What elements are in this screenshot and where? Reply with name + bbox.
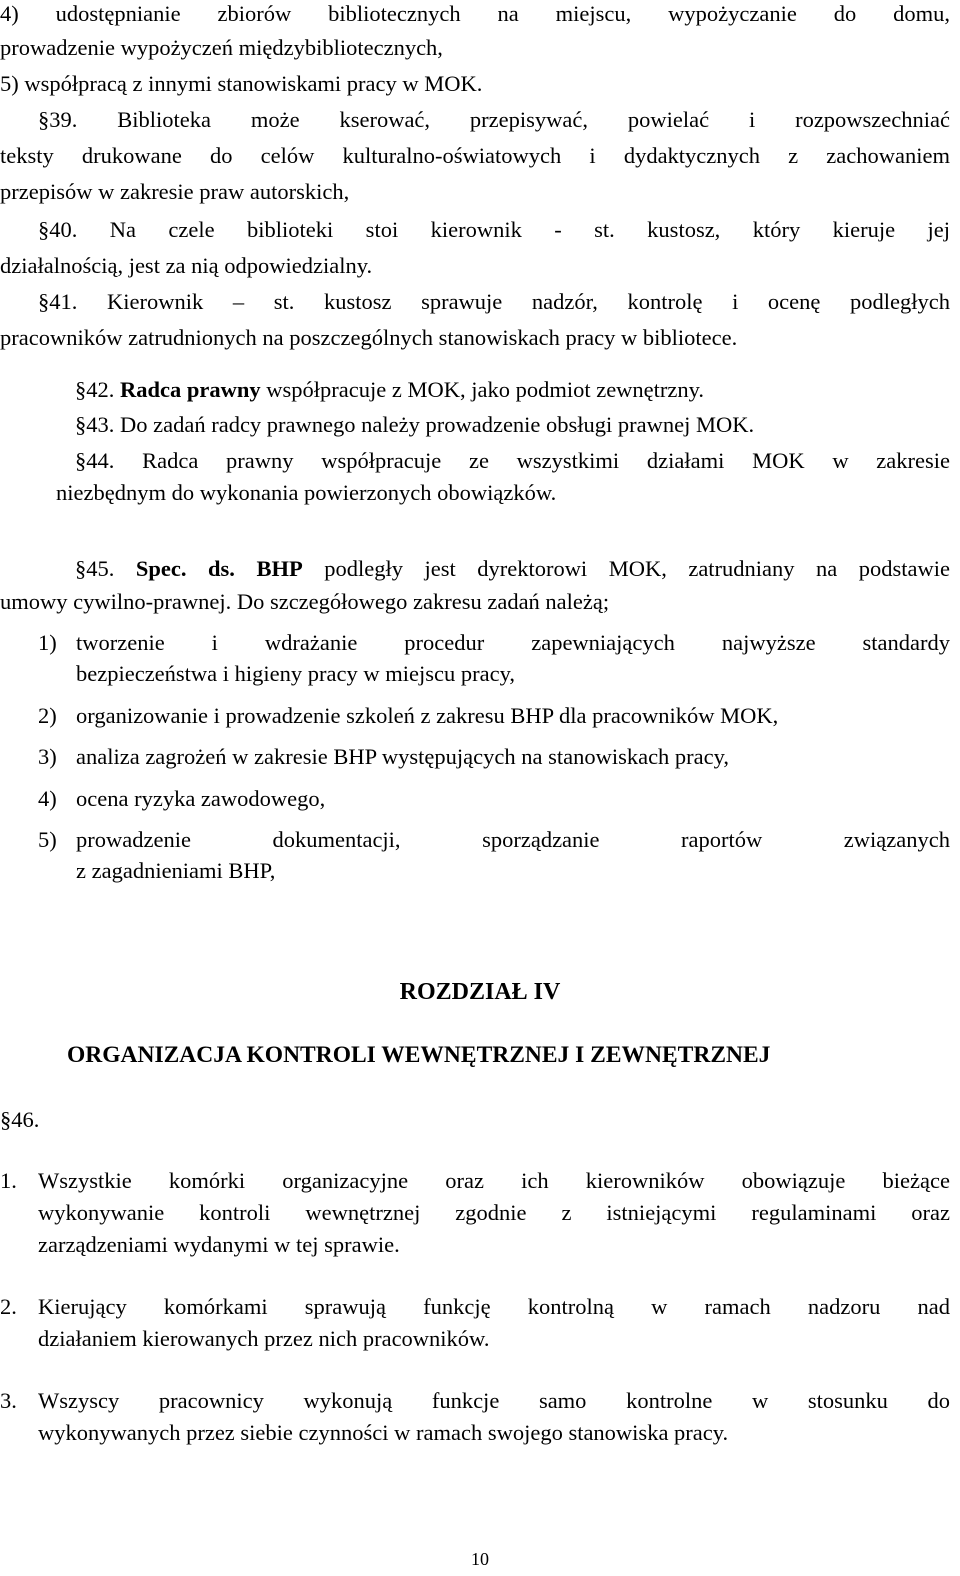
- paragraph-46-heading: §46.: [0, 1107, 40, 1132]
- bold-term: Radca prawny: [120, 377, 261, 402]
- list-item: bezpieczeństwa i higieny pracy w miejscu pracy,: [76, 661, 515, 686]
- paragraph-45: [75, 555, 950, 583]
- text-line: przepisów w zakresie praw autorskich,: [0, 179, 350, 204]
- list-item-number: 2): [38, 703, 57, 728]
- paragraph-43: §43. Do zadań radcy prawnego należy prowadzenie obsługi prawnej MOK.: [75, 412, 755, 437]
- paragraph-text: współpracuje z MOK, jako podmiot zewnętrzny.: [266, 377, 705, 402]
- page-number: 10: [471, 1549, 489, 1569]
- text-line: 5) współpracą z innymi stanowiskami pracy w MOK.: [0, 71, 483, 96]
- bold-term: BHP: [256, 556, 303, 581]
- list-item-number: 2.: [0, 1294, 17, 1319]
- text-line: umowy cywilno-prawnej. Do szczegółowego zakresu zadań należą;: [0, 589, 610, 614]
- paragraph-42: [75, 376, 704, 404]
- list-item-number: 5): [38, 827, 57, 852]
- paragraph-number: §45.: [75, 556, 115, 581]
- text-line: pracowników zatrudnionych na poszczególnych stanowiskach pracy w bibliotece.: [0, 325, 738, 350]
- list-item: zarządzeniami wydanymi w tej sprawie.: [38, 1232, 400, 1257]
- paragraph-40: §40. Na czele biblioteki stoi kierownik - st. kustosz, który kieruje jej: [38, 217, 950, 242]
- list-item: prowadzenie dokumentacji, sporządzanie raportów związanych: [76, 827, 950, 852]
- list-item: z zagadnieniami BHP,: [76, 858, 276, 883]
- chapter-number: ROZDZIAŁ IV: [399, 979, 561, 1005]
- list-item: wykonywanie kontroli wewnętrznej zgodnie z istniejącymi regulaminami oraz: [38, 1200, 950, 1225]
- bold-term: Spec. ds.: [135, 556, 235, 581]
- list-item: wykonywanych przez siebie czynności w ramach swojego stanowiska pracy.: [38, 1420, 729, 1445]
- paragraph-number: §42.: [75, 377, 115, 402]
- chapter-title: ORGANIZACJA KONTROLI WEWNĘTRZNEJ I ZEWNĘTRZNEJ: [67, 1042, 771, 1068]
- text-line: niezbędnym do wykonania powierzonych obowiązków.: [56, 480, 557, 505]
- list-item: Kierujący komórkami sprawują funkcję kontrolną w ramach nadzoru nad: [38, 1294, 950, 1319]
- paragraph-44: §44. Radca prawny współpracuje ze wszystkimi działami MOK w zakresie: [75, 448, 950, 473]
- paragraph-41: §41. Kierownik – st. kustosz sprawuje nadzór, kontrolę i ocenę podległych: [38, 289, 950, 314]
- list-item-number: 1.: [0, 1168, 17, 1193]
- list-item: Wszystkie komórki organizacyjne oraz ich kierowników obowiązuje bieżące: [38, 1168, 950, 1193]
- list-item-number: 3): [38, 744, 57, 769]
- text-line: 4) udostępnianie zbiorów bibliotecznych na miejscu, wypożyczanie do domu,: [0, 1, 950, 26]
- list-item: tworzenie i wdrażanie procedur zapewniających najwyższe standardy: [76, 630, 950, 655]
- list-item: Wszyscy pracownicy wykonują funkcje samo kontrolne w stosunku do: [38, 1388, 950, 1413]
- list-item-number: 1): [38, 630, 57, 655]
- list-item: organizowanie i prowadzenie szkoleń z zakresu BHP dla pracowników MOK,: [76, 703, 779, 728]
- list-item-number: 4): [38, 786, 57, 811]
- list-item: ocena ryzyka zawodowego,: [76, 786, 326, 811]
- list-item-number: 3.: [0, 1388, 17, 1413]
- text-line: teksty drukowane do celów kulturalno-oświatowych i dydaktycznych z zachowaniem: [0, 143, 950, 168]
- paragraph-39: §39. Biblioteka może kserować, przepisywać, powielać i rozpowszechniać: [38, 107, 950, 132]
- list-item: analiza zagrożeń w zakresie BHP występujących na stanowiskach pracy,: [76, 744, 730, 769]
- text-line: prowadzenie wypożyczeń międzybibliotecznych,: [0, 35, 443, 60]
- text-line: działalnością, jest za nią odpowiedzialny.: [0, 253, 373, 278]
- list-item: działaniem kierowanych przez nich pracowników.: [38, 1326, 490, 1351]
- paragraph-text: podległy jest dyrektorowi MOK, zatrudniany na podstawie: [324, 556, 951, 581]
